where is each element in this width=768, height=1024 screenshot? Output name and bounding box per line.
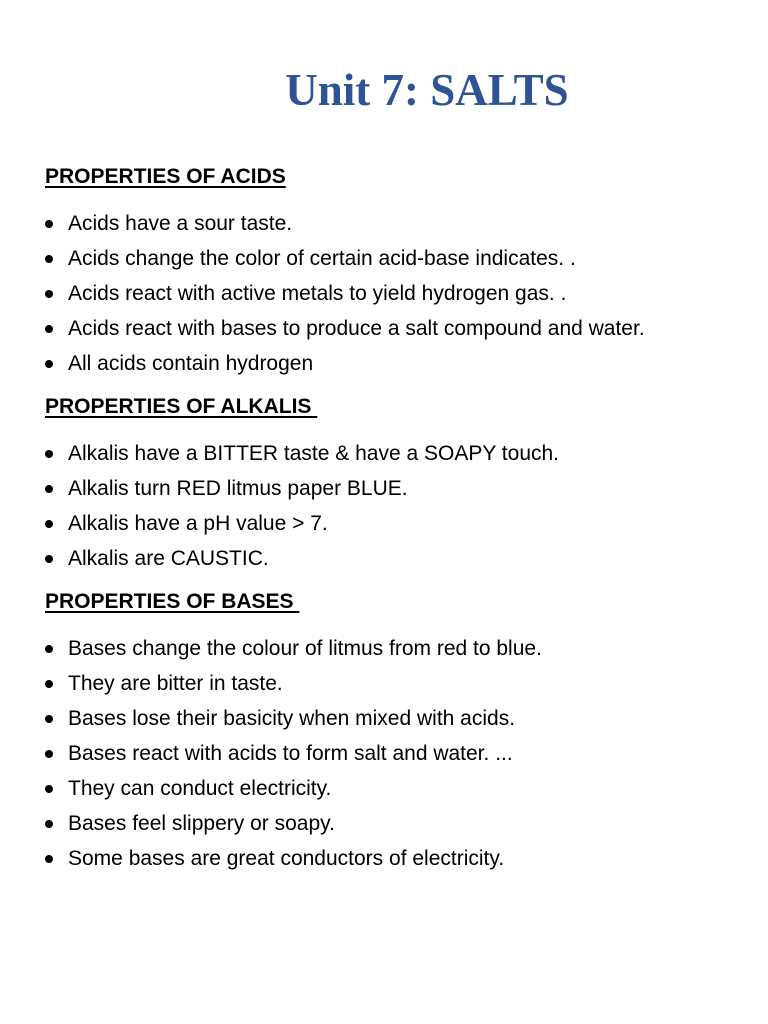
list-item bbox=[45, 241, 745, 276]
bullet-icon bbox=[45, 680, 53, 688]
section-bases bbox=[45, 589, 745, 876]
section-alkalis bbox=[45, 394, 745, 576]
list-item-text: Acids react with active metals to yield hydrogen gas. . bbox=[68, 282, 567, 305]
bullet-icon bbox=[45, 750, 53, 758]
list-item-text: Acids change the color of certain acid-base indicates. . bbox=[68, 247, 576, 270]
acids-list bbox=[45, 206, 745, 381]
list-item bbox=[45, 346, 745, 381]
bullet-icon bbox=[45, 555, 53, 563]
list-item bbox=[45, 841, 745, 876]
bullet-icon bbox=[45, 520, 53, 528]
list-item-text: Acids have a sour taste. bbox=[68, 212, 293, 235]
bullet-icon bbox=[45, 360, 53, 368]
bullet-icon bbox=[45, 220, 53, 228]
alkalis-list bbox=[45, 436, 745, 576]
list-item bbox=[45, 436, 745, 471]
list-item-text: All acids contain hydrogen bbox=[68, 352, 314, 375]
bullet-icon bbox=[45, 485, 53, 493]
list-item bbox=[45, 631, 745, 666]
list-item bbox=[45, 276, 745, 311]
list-item-text: They can conduct electricity. bbox=[68, 777, 332, 800]
list-item-text: Bases lose their basicity when mixed with acids. bbox=[68, 707, 516, 730]
list-item bbox=[45, 471, 745, 506]
bullet-icon bbox=[45, 785, 53, 793]
bullet-icon bbox=[45, 820, 53, 828]
page-title: Unit 7: SALTS bbox=[285, 65, 569, 115]
list-item bbox=[45, 666, 745, 701]
list-item bbox=[45, 771, 745, 806]
bullet-icon bbox=[45, 325, 53, 333]
list-item-text: Alkalis turn RED litmus paper BLUE. bbox=[68, 477, 408, 500]
list-item bbox=[45, 541, 745, 576]
list-item-text: Some bases are great conductors of electricity. bbox=[68, 847, 505, 870]
list-item-text: Bases react with acids to form salt and water. ... bbox=[68, 742, 513, 765]
bullet-icon bbox=[45, 255, 53, 263]
list-item bbox=[45, 806, 745, 841]
list-item bbox=[45, 701, 745, 736]
bullet-icon bbox=[45, 290, 53, 298]
list-item-text: Alkalis have a pH value > 7. bbox=[68, 512, 328, 535]
list-item-text: Bases change the colour of litmus from red to blue. bbox=[68, 637, 542, 660]
section-acids bbox=[45, 164, 745, 381]
list-item-text: Alkalis have a BITTER taste & have a SOAPY touch. bbox=[68, 442, 560, 465]
bullet-icon bbox=[45, 855, 53, 863]
list-item bbox=[45, 506, 745, 541]
list-item bbox=[45, 206, 745, 241]
section-heading-bases: PROPERTIES OF BASES bbox=[45, 590, 300, 613]
bullet-icon bbox=[45, 450, 53, 458]
list-item-text: Alkalis are CAUSTIC. bbox=[68, 547, 269, 570]
section-heading-alkalis: PROPERTIES OF ALKALIS bbox=[45, 395, 318, 418]
list-item-text: Acids react with bases to produce a salt compound and water. bbox=[68, 317, 645, 340]
list-item bbox=[45, 736, 745, 771]
bases-list bbox=[45, 631, 745, 876]
section-heading-acids: PROPERTIES OF ACIDS bbox=[45, 165, 286, 188]
list-item-text: Bases feel slippery or soapy. bbox=[68, 812, 335, 835]
list-item-text: They are bitter in taste. bbox=[68, 672, 283, 695]
list-item bbox=[45, 311, 745, 346]
bullet-icon bbox=[45, 645, 53, 653]
bullet-icon bbox=[45, 715, 53, 723]
